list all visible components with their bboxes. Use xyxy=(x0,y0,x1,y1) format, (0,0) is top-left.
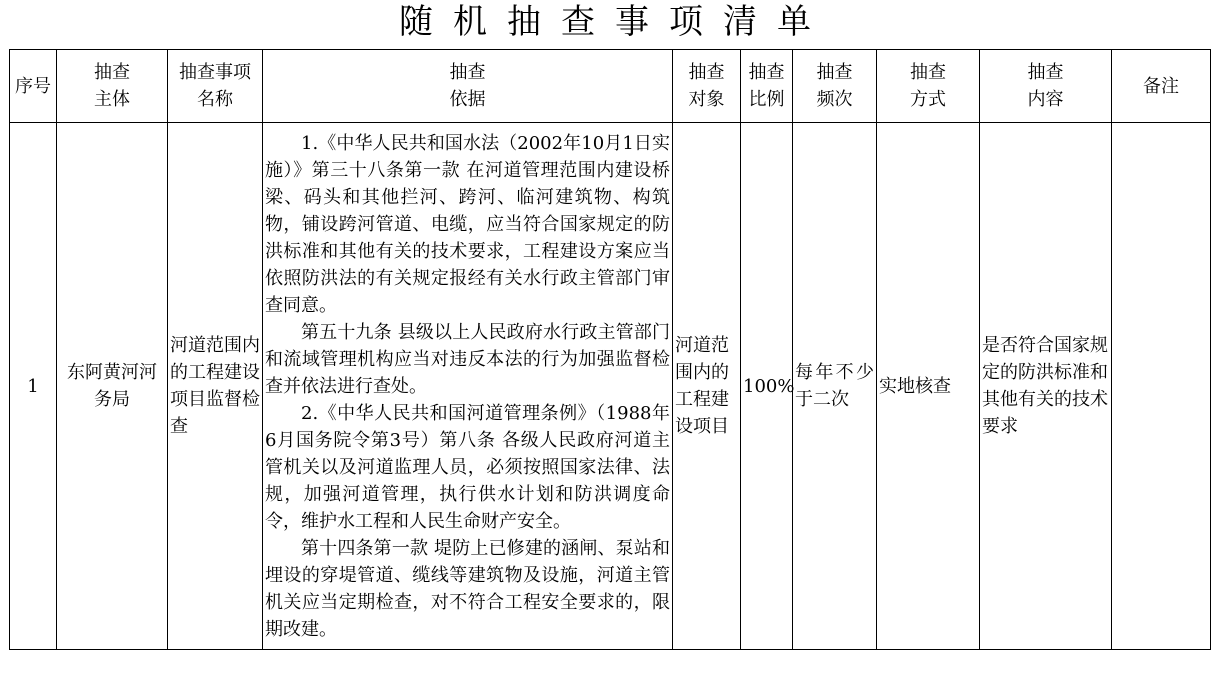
header-frequency: 抽查 频次 xyxy=(793,50,877,123)
cell-ratio: 100% xyxy=(741,123,793,650)
header-item-name: 抽查事项 名称 xyxy=(168,50,263,123)
inspection-table xyxy=(9,49,1211,650)
cell-method: 实地核查 xyxy=(877,123,980,650)
cell-subject: 东阿黄河河务局 xyxy=(57,123,168,650)
cell-remark xyxy=(1112,123,1211,650)
header-basis: 抽查 依据 xyxy=(263,50,673,123)
cell-target: 河道范围内的工程建设项目 xyxy=(673,123,741,650)
cell-item-name: 河道范围内的工程建设项目监督检查 xyxy=(168,123,263,650)
basis-paragraph: 第十四条第一款 堤防上已修建的涵闸、泵站和埋设的穿堤管道、缆线等建筑物及设施，河道主管机关应当定期检查，对不符合工程安全要求的，限期改建。 xyxy=(265,537,670,640)
header-method: 抽查 方式 xyxy=(877,50,980,123)
basis-paragraph: 2.《中华人民共和国河道管理条例》（1988年6月国务院令第3号）第八条 各级人民政府河道主管机关以及河道监理人员，必须按照国家法律、法规，加强河道管理，执行供水计划和防洪调度命令，维护水工程和人民生命财产安全。 xyxy=(265,402,670,532)
header-row xyxy=(10,50,1211,123)
header-remark: 备注 xyxy=(1112,50,1211,123)
basis-paragraph: 1.《中华人民共和国水法（2002年10月1日实施）》第三十八条第一款 在河道管理范围内建设桥梁、码头和其他拦河、跨河、临河建筑物、构筑物，铺设跨河管道、电缆，应当符合国家规定的防洪标准和其他有关的技术要求，工程建设方案应当依照防洪法的有关规定报经有关水行政主管部门审查同意。 xyxy=(265,132,670,316)
header-content: 抽查 内容 xyxy=(980,50,1112,123)
cell-content: 是否符合国家规定的防洪标准和其他有关的技术要求 xyxy=(980,123,1112,650)
basis-paragraph: 第五十九条 县级以上人民政府水行政主管部门和流域管理机构应当对违反本法的行为加强监督检查并依法进行查处。 xyxy=(265,321,670,397)
page-title: 随机抽查事项清单 xyxy=(399,2,831,42)
header-subject: 抽查 主体 xyxy=(57,50,168,123)
cell-seq: 1 xyxy=(10,123,57,650)
header-ratio: 抽查 比例 xyxy=(741,50,793,123)
header-seq: 序号 xyxy=(10,50,57,123)
header-target: 抽查 对象 xyxy=(673,50,741,123)
table-row xyxy=(10,123,1211,650)
cell-basis xyxy=(263,123,673,650)
cell-frequency: 每年不少于二次 xyxy=(793,123,877,650)
